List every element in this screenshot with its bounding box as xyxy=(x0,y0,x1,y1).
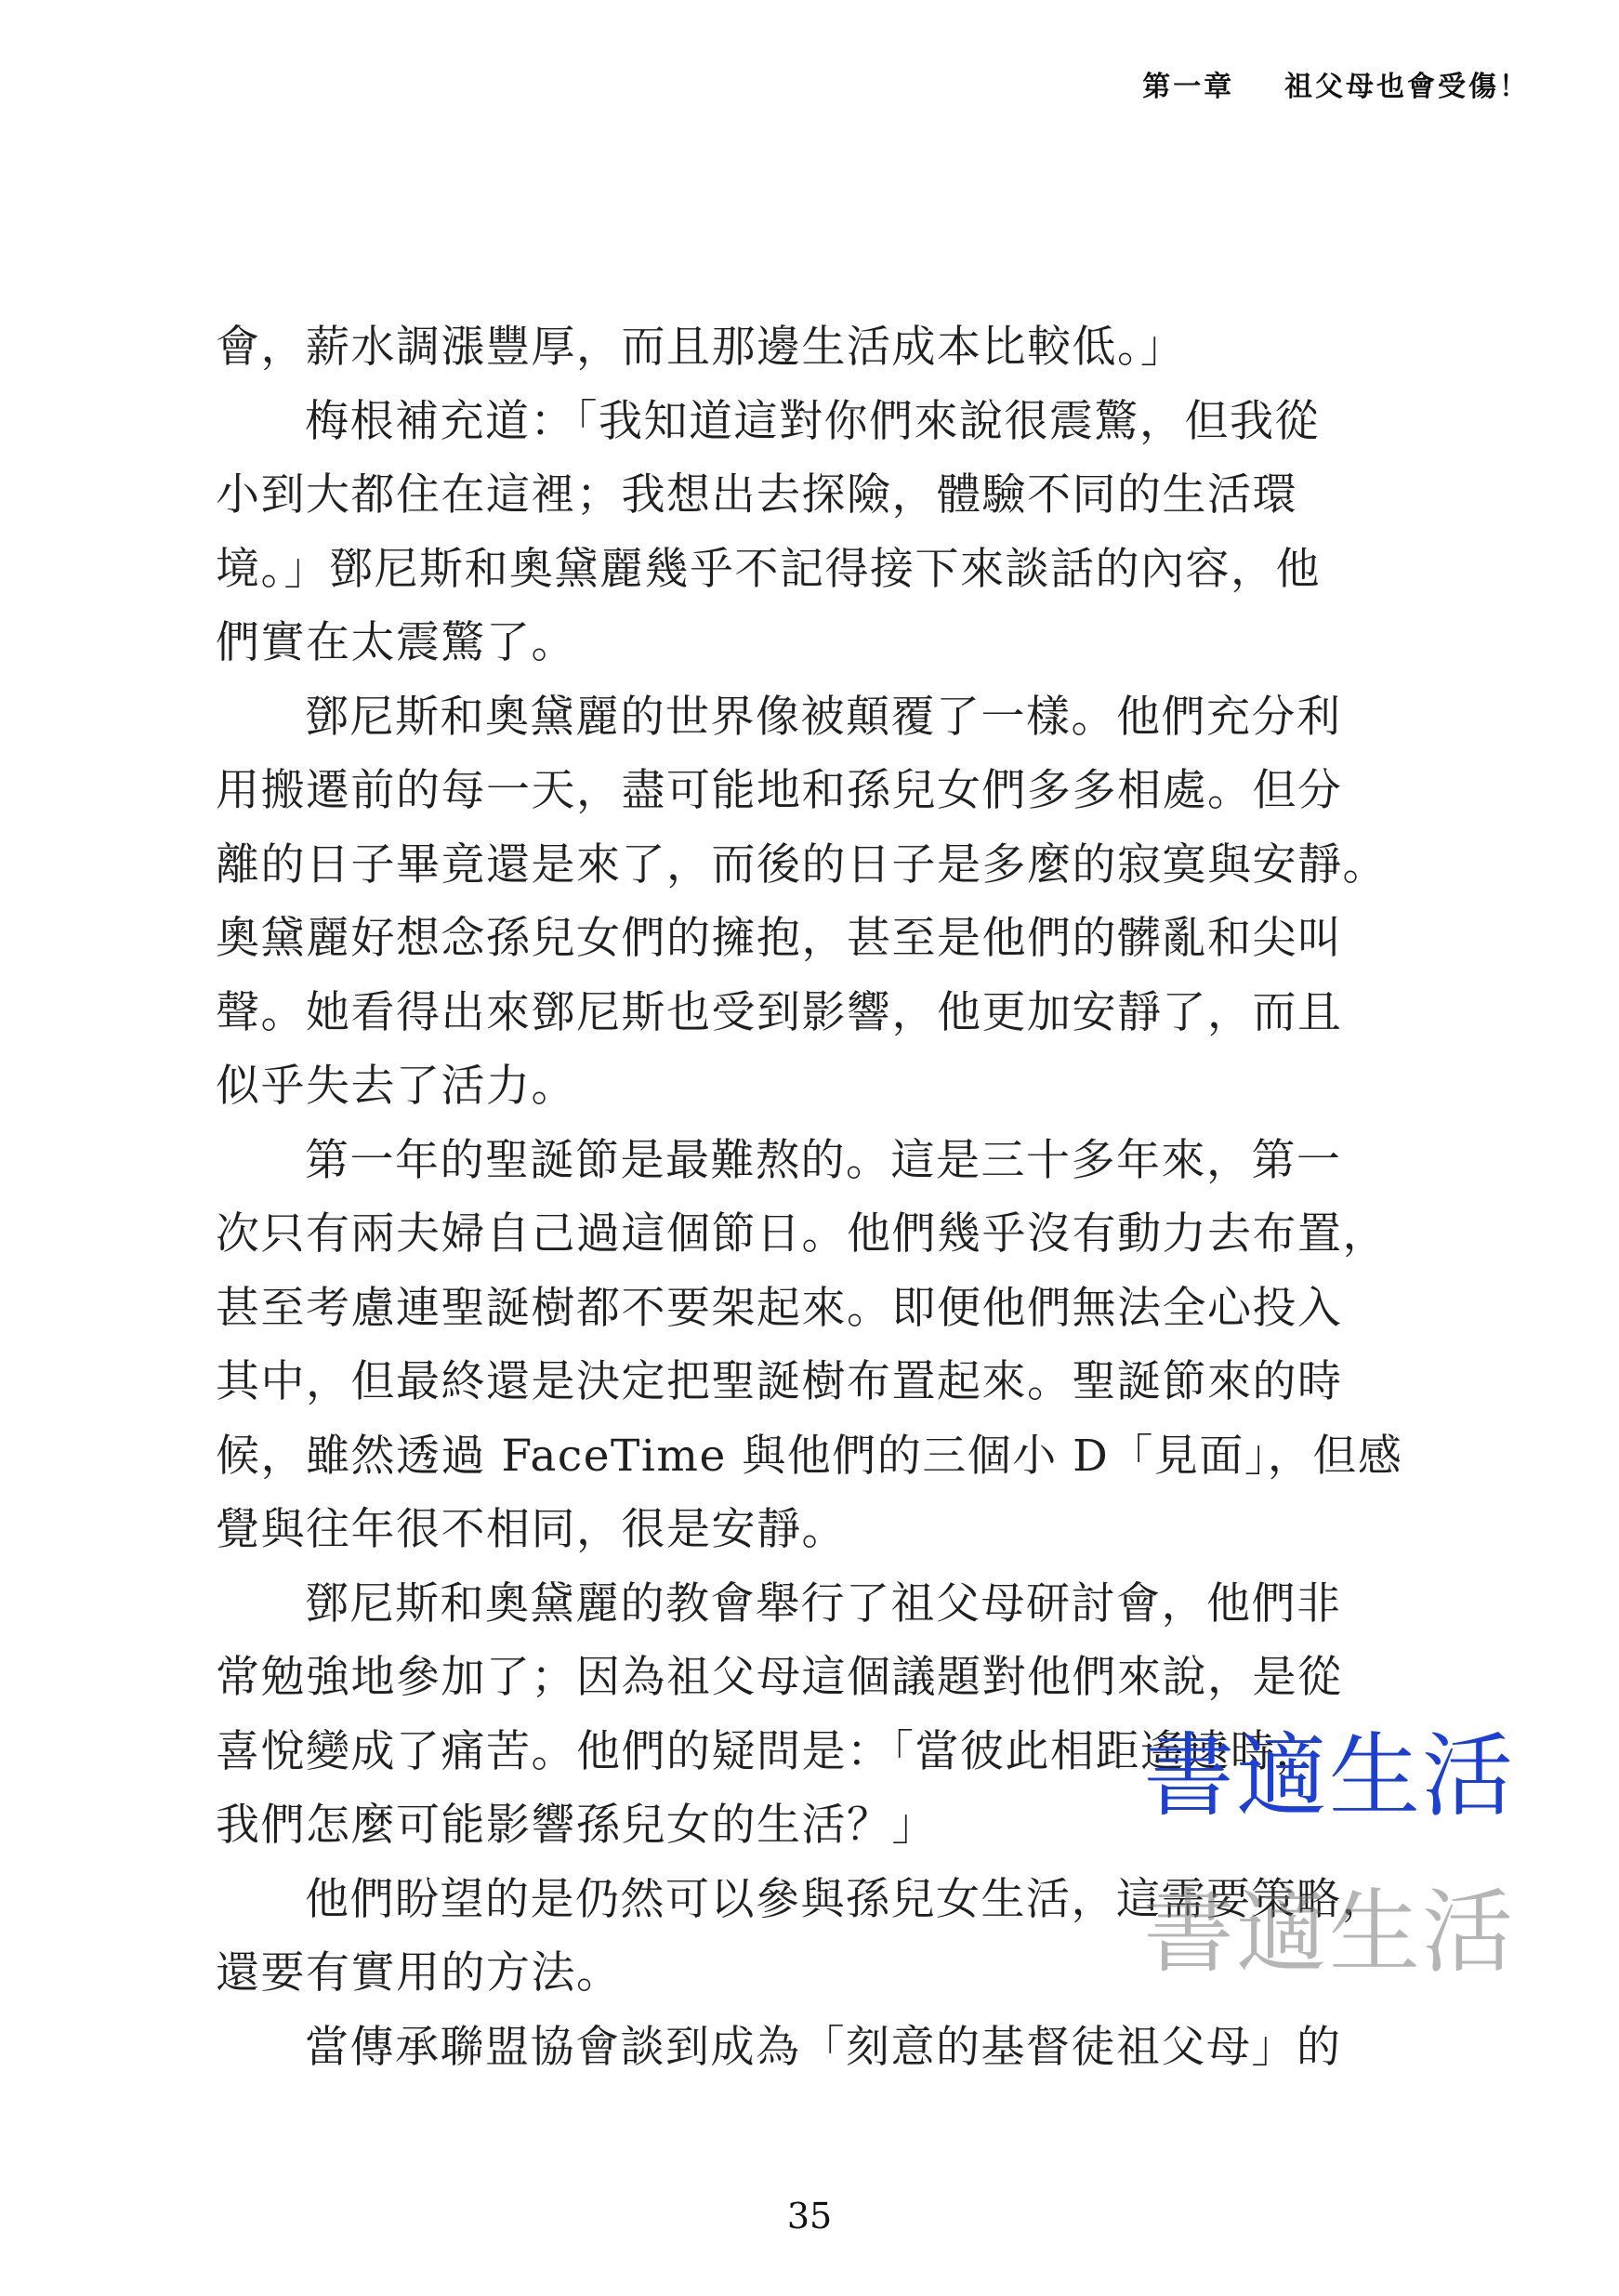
running-header xyxy=(1142,63,1530,104)
text-line: 奧黛麗好想念孫兒女們的擁抱，甚至是他們的髒亂和尖叫 xyxy=(216,913,1343,964)
text-line: 小到大都住在這裡；我想出去探險，體驗不同的生活環 xyxy=(216,469,1297,521)
body-text xyxy=(216,310,1424,2084)
text-line: 當傳承聯盟協會談到成為「刻意的基督徒祖父母」的 xyxy=(305,2021,1342,2073)
text-line: 其中，但最終還是決定把聖誕樹布置起來。聖誕節來的時 xyxy=(216,1356,1343,1407)
text-line: 喜悅變成了痛苦。他們的疑問是：「當彼此相距遙遠時， xyxy=(216,1725,1321,1777)
text-line: 似乎失去了活力。 xyxy=(216,1061,576,1112)
text-line: 們實在太震驚了。 xyxy=(216,617,576,668)
watermark-secondary: 書適生活 xyxy=(1142,1880,1515,1986)
text-line: 覺與往年很不相同，很是安靜。 xyxy=(216,1504,847,1555)
text-line: 我們怎麼可能影響孫兒女的生活？」 xyxy=(216,1800,937,1851)
text-line: 甚至考慮連聖誕樹都不要架起來。即便他們無法全心投入 xyxy=(216,1282,1343,1334)
text-line: 常勉強地參加了；因為祖父母這個議題對他們來說，是從 xyxy=(216,1652,1343,1703)
text-line: 用搬遷前的每一天，盡可能地和孫兒女們多多相處。但分 xyxy=(216,765,1343,816)
text-line: 鄧尼斯和奧黛麗的世界像被顛覆了一樣。他們充分利 xyxy=(305,691,1342,743)
text-line: 境。」鄧尼斯和奧黛麗幾乎不記得接下來談話的內容，他 xyxy=(216,543,1321,595)
watermark-primary: 書適生活 xyxy=(1142,1723,1515,1829)
text-line: 他們盼望的是仍然可以參與孫兒女生活，這需要策略， xyxy=(305,1873,1387,1925)
page-number: 35 xyxy=(786,2196,833,2237)
text-line: 鄧尼斯和奧黛麗的教會舉行了祖父母研討會，他們非 xyxy=(305,1577,1342,1630)
text-line: 梅根補充道：「我知道這對你們來說很震驚，但我從 xyxy=(305,395,1320,447)
chapter-label: 第一章 xyxy=(1142,71,1235,103)
text-line: 聲。她看得出來鄧尼斯也受到影響，他更加安靜了，而且 xyxy=(216,986,1343,1038)
text-line: 候，雖然透過 FaceTime 與他們的三個小 D「見面」，但感 xyxy=(216,1430,1403,1482)
text-line: 還要有實用的方法。 xyxy=(216,1947,622,1999)
text-line: 第一年的聖誕節是最難熬的。這是三十多年來，第一 xyxy=(305,1134,1342,1186)
chapter-title: 祖父母也會受傷！ xyxy=(1284,71,1530,103)
text-line: 離的日子畢竟還是來了，而後的日子是多麼的寂寞與安靜。 xyxy=(216,838,1388,891)
text-line: 次只有兩夫婦自己過這個節日。他們幾乎沒有動力去布置， xyxy=(216,1208,1388,1260)
text-line: 會，薪水調漲豐厚，而且那邊生活成本比較低。」 xyxy=(216,322,1186,373)
